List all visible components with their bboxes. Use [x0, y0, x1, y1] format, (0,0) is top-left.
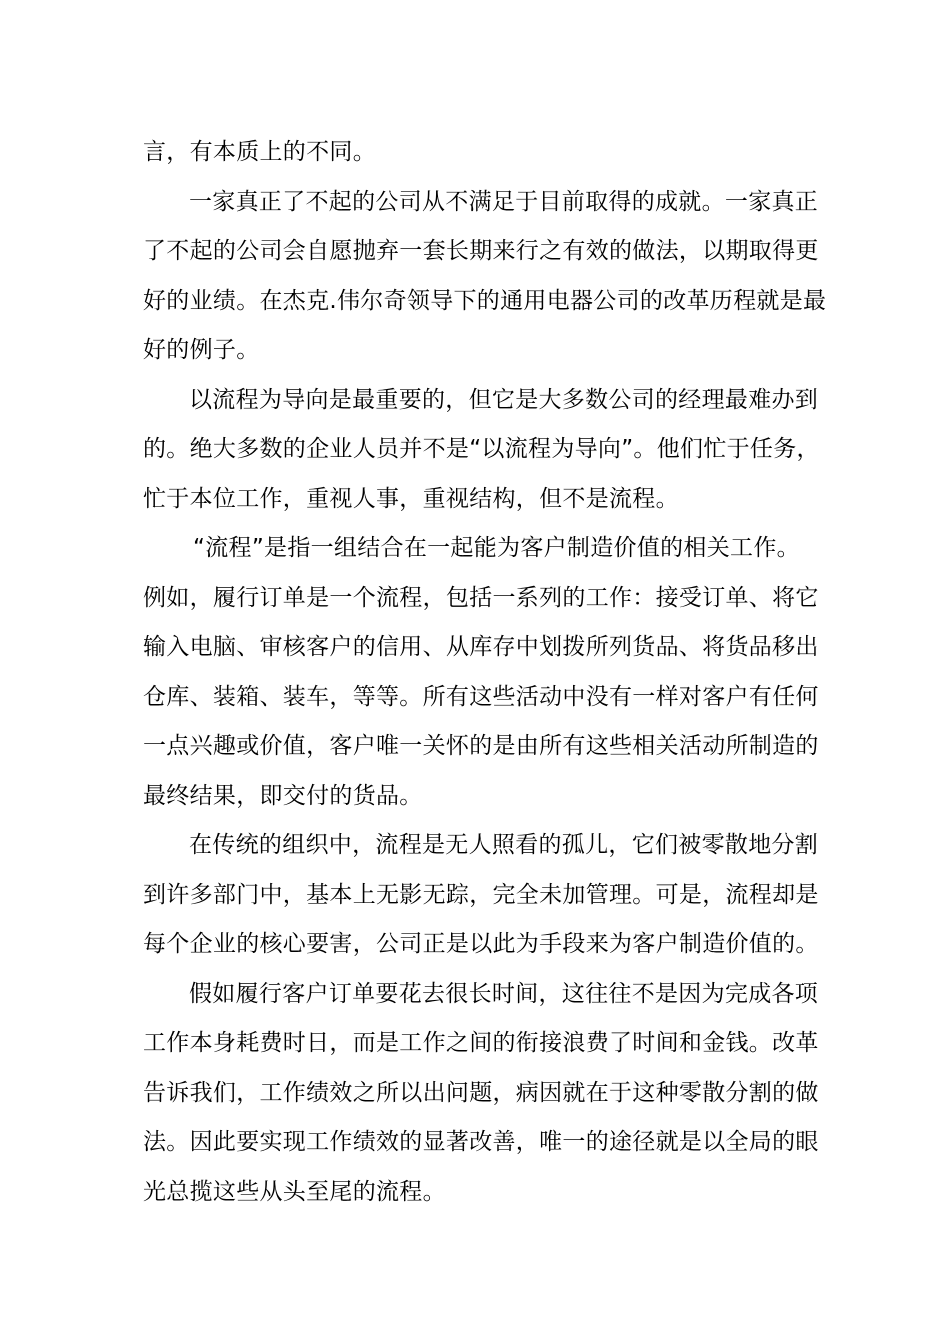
text-line: 光总揽这些从头至尾的流程。 — [143, 1178, 446, 1205]
text-line: 以流程为导向是最重要的，但它是大多数公司的经理最难办到 — [189, 386, 819, 413]
text-line: 的。绝大多数的企业人员并不是“以流程为导向”。他们忙于任务， — [143, 436, 820, 462]
text-line: 工作本身耗费时日，而是工作之间的衔接浪费了时间和金钱。改革 — [143, 1030, 819, 1056]
text-line: 法。因此要实现工作绩效的显著改善，唯一的途径就是以全局的眼 — [143, 1129, 819, 1155]
text-line: 了不起的公司会自愿抛弃一套长期来行之有效的做法，以期取得更 — [143, 238, 819, 264]
text-line: 告诉我们，工作绩效之所以出问题，病因就在于这种零散分割的做 — [143, 1079, 819, 1106]
text-line: 好的例子。 — [143, 337, 260, 363]
text-line: 一家真正了不起的公司从不满足于目前取得的成就。一家真正 — [189, 188, 819, 215]
text-line: 在传统的组织中，流程是无人照看的孤儿，它们被零散地分割 — [189, 832, 819, 858]
paragraph-5 — [143, 821, 819, 970]
text-line: 输入电脑、审核客户的信用、从库存中划拨所列货品、将货品移出 — [143, 634, 819, 660]
text-line: 最终结果，即交付的货品。 — [143, 782, 423, 809]
text-line: 忙于本位工作，重视人事，重视结构，但不是流程。 — [143, 485, 679, 512]
text-line: 好的业绩。在杰克.伟尔奇领导下的通用电器公司的改革历程就是最 — [143, 287, 827, 314]
paragraph-2 — [143, 178, 827, 376]
text-line: 到许多部门中，基本上无影无踪，完全未加管理。可是，流程却是 — [143, 881, 819, 908]
body-text — [143, 128, 827, 1217]
text-line: 例如，履行订单是一个流程，包括一系列的工作：接受订单、将它 — [143, 584, 819, 611]
paragraph-4 — [143, 524, 819, 821]
text-line: 每个企业的核心要害，公司正是以此为手段来为客户制造价值的。 — [143, 931, 819, 957]
text-line: 仓库、装箱、装车，等等。所有这些活动中没有一样对客户有任何 — [143, 683, 819, 710]
paragraph-1 — [143, 128, 813, 178]
text-line: 一点兴趣或价值，客户唯一关怀的是由所有这些相关活动所制造的 — [143, 733, 819, 759]
text-line: “流程”是指一组结合在一起能为客户制造价值的相关工作。 — [193, 535, 800, 561]
paragraph-6 — [143, 970, 819, 1218]
paragraph-3 — [143, 376, 820, 525]
text-line: 假如履行客户订单要花去很长时间，这往往不是因为完成各项 — [189, 980, 819, 1007]
text-line: 言，有本质上的不同。 — [143, 139, 376, 165]
